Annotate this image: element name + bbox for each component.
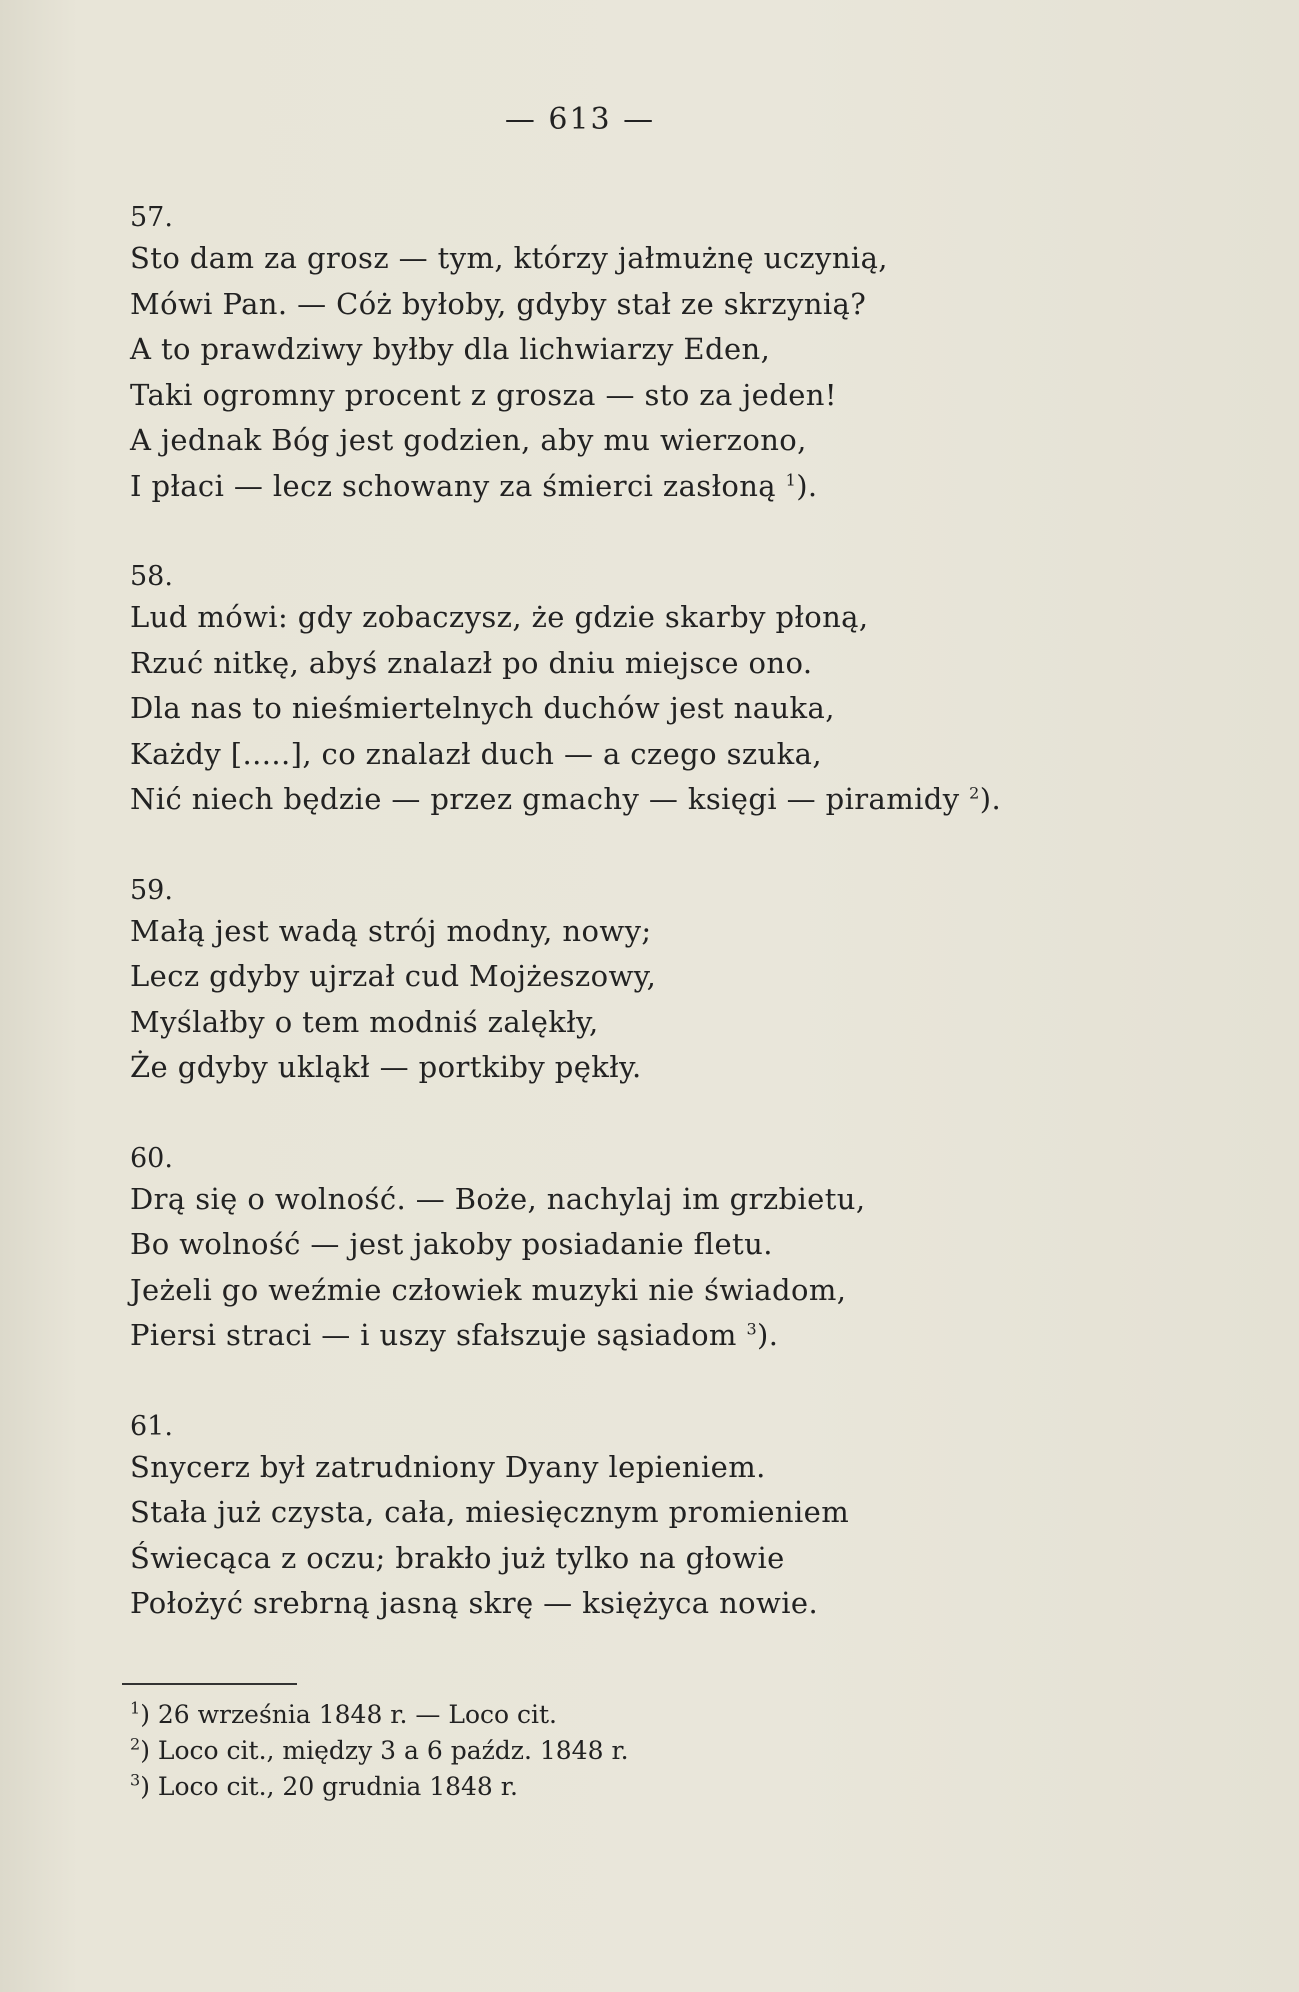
- footnote-marker: 1: [785, 469, 797, 489]
- poem-line: Taki ogromny procent z grosza — sto za jeden!: [130, 377, 837, 412]
- poem-line-text: I płaci — lecz schowany za śmierci zasłoną: [130, 468, 786, 503]
- poem-line-text: Piersi straci — i uszy sfałszuje sąsiadom: [130, 1318, 747, 1352]
- poem-line: Myślałby o tem modniś zalękły,: [130, 1004, 599, 1039]
- poem-line-text: Że gdyby ukląkł — portkiby pękły.: [130, 1050, 642, 1084]
- poem-line: Drą się o wolność. — Boże, nachylaj im grzbietu,: [130, 1181, 866, 1216]
- poem-line: Rzuć nitkę, abyś znalazł po dniu miejsce ono.: [130, 645, 813, 680]
- poem-line-tail: ).: [757, 1318, 779, 1352]
- poem-line-last: [130, 464, 1130, 510]
- poem-line: Jeżeli go weźmie człowiek muzyki nie świadom,: [130, 1272, 847, 1307]
- footnote-marker: 3: [746, 1319, 758, 1339]
- poem-number: 60.: [130, 1142, 173, 1174]
- poem-line: Stała już czysta, cała, miesięcznym promieniem: [130, 1495, 850, 1529]
- footnote-number: 3: [130, 1770, 141, 1790]
- poem-line-tail: ).: [796, 468, 818, 503]
- poem-line: Lecz gdyby ujrzał cud Mojżeszowy,: [130, 959, 657, 993]
- footnote-marker: 2: [969, 783, 980, 803]
- poem-number: 61.: [130, 1410, 173, 1442]
- footnote-number: 1: [130, 1698, 141, 1718]
- poem-line-last: [130, 1313, 1130, 1359]
- footnote-text: ) Loco cit., między 3 a 6 paźdz. 1848 r.: [140, 1736, 629, 1765]
- footnote-3: [130, 1769, 1030, 1805]
- page-number: — 613 —: [504, 102, 656, 137]
- poem-line: A to prawdziwy byłby dla lichwiarzy Eden,: [130, 332, 771, 366]
- poem-line: Świecąca z oczu; brakło już tylko na głowie: [130, 1540, 785, 1575]
- footnote-text: ) Loco cit., 20 grudnia 1848 r.: [140, 1772, 518, 1801]
- poem-line-text: Położyć srebrną jasną skrę — księżyca nowie.: [130, 1586, 819, 1620]
- poem-line-text: Nić niech będzie — przez gmachy — księgi — piramidy: [130, 782, 970, 816]
- poem-line: Lud mówi: gdy zobaczysz, że gdzie skarby płoną,: [130, 600, 869, 634]
- poem-line: Mówi Pan. — Cóż byłoby, gdyby stał ze skrzynią?: [130, 286, 867, 321]
- footnote-separator: [122, 1683, 297, 1685]
- footnote-number: 2: [130, 1734, 141, 1754]
- footnotes: [130, 1697, 1030, 1805]
- poem-line-last: [130, 1581, 1130, 1627]
- poem-number: 59.: [130, 874, 173, 906]
- poem-list: [130, 200, 1130, 1677]
- poem-line: Snycerz był zatrudniony Dyany lepieniem.: [130, 1449, 766, 1484]
- footnote-text: ) 26 września 1848 r. — Loco cit.: [140, 1700, 557, 1729]
- poem-number: 58.: [130, 561, 173, 592]
- poem-57: [130, 200, 1130, 509]
- poem-line: Każdy [.....], co znalazł duch — a czego szuka,: [130, 736, 822, 771]
- poem-58: [130, 559, 1130, 823]
- poem-line: Sto dam za grosz — tym, którzy jałmużnę uczynią,: [130, 241, 888, 275]
- poem-60: [130, 1141, 1130, 1359]
- poem-line: Dla nas to nieśmiertelnych duchów jest nauka,: [130, 691, 835, 725]
- poem-61: [130, 1409, 1130, 1627]
- poem-59: [130, 873, 1130, 1091]
- footnote-1: [130, 1697, 1030, 1733]
- poem-line-last: [130, 1045, 1130, 1091]
- poem-line: Małą jest wadą strój modny, nowy;: [130, 913, 652, 948]
- poem-line: A jednak Bóg jest godzien, aby mu wierzono,: [130, 423, 807, 457]
- poem-line-last: [130, 777, 1130, 823]
- footnote-2: [130, 1733, 1030, 1769]
- poem-line-tail: ).: [979, 782, 1002, 816]
- poem-number: 57.: [130, 202, 173, 233]
- poem-line: Bo wolność — jest jakoby posiadanie fletu.: [130, 1227, 773, 1261]
